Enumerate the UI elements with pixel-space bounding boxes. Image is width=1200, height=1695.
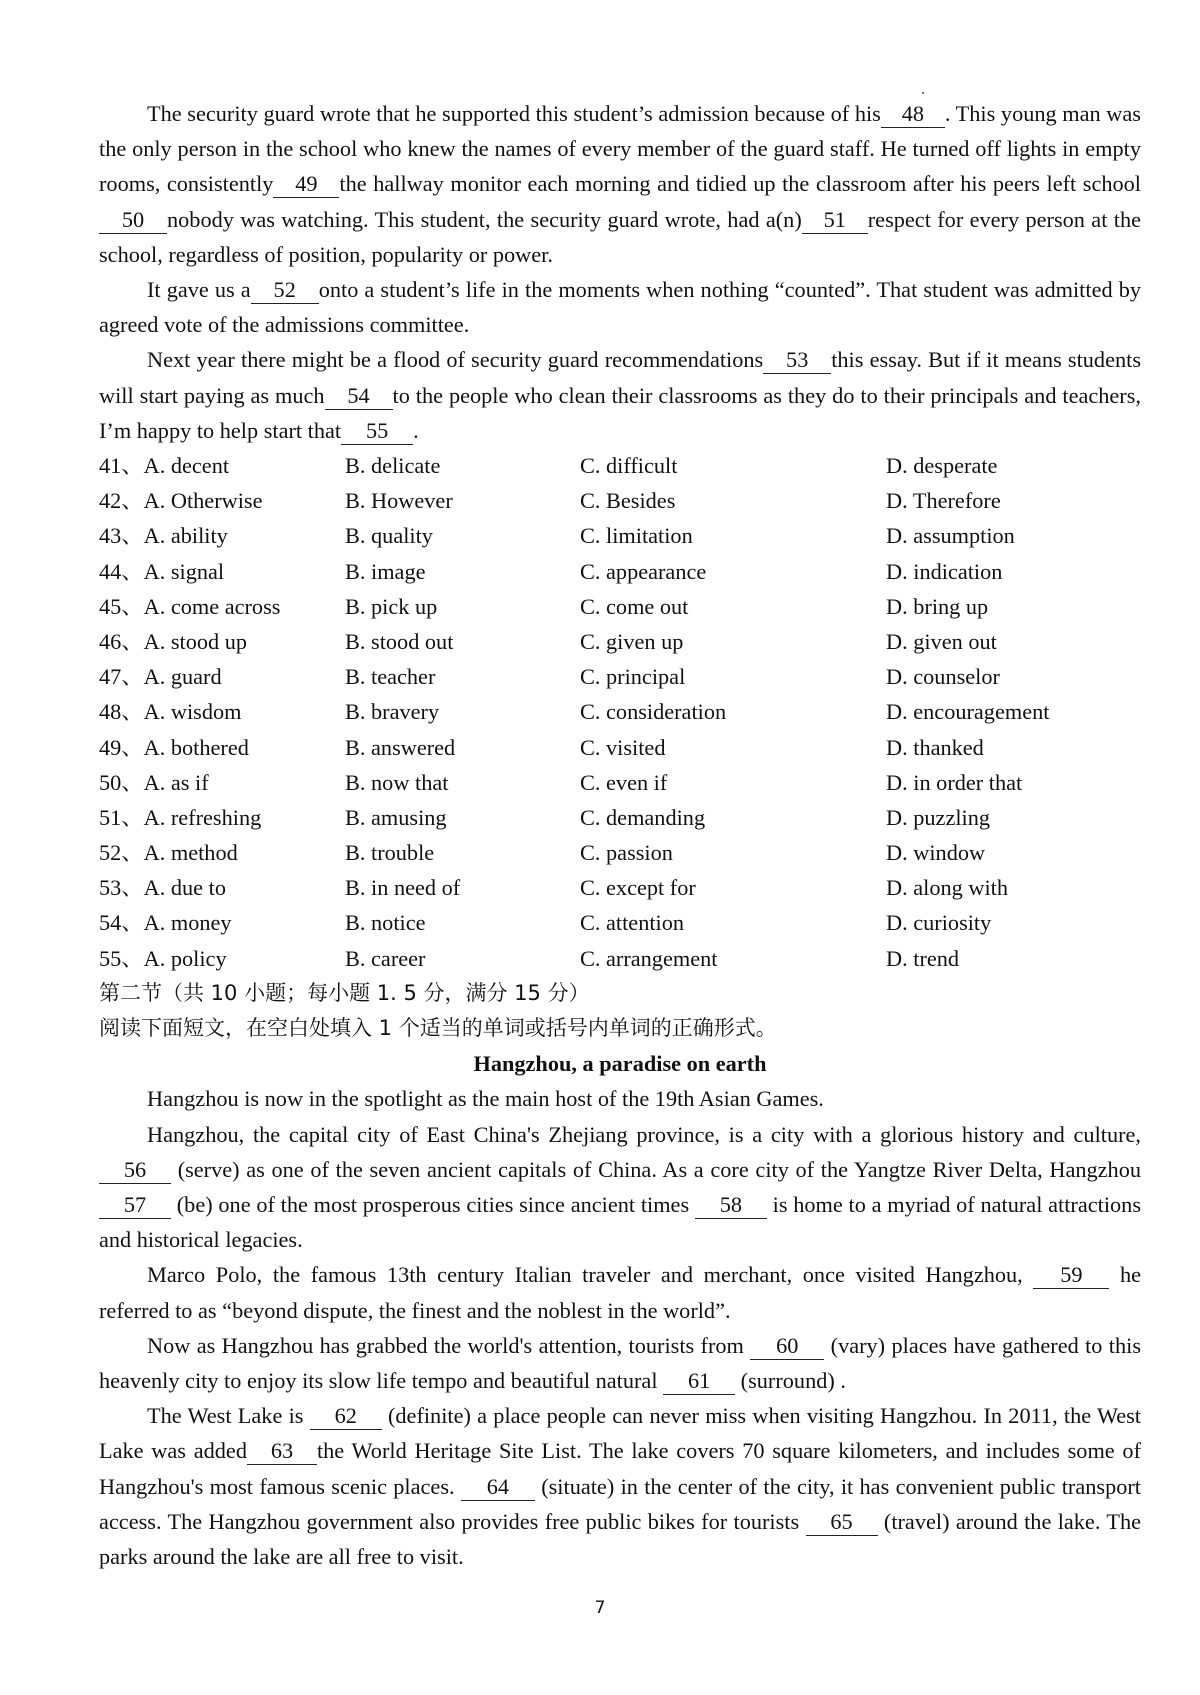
- option-b[interactable]: B. trouble: [345, 840, 435, 866]
- option-b[interactable]: B. delicate: [345, 453, 441, 479]
- option-row-43: [99, 518, 1141, 553]
- option-row-46: [99, 624, 1141, 659]
- text-segment: It gave us a: [147, 277, 251, 303]
- option-b[interactable]: B. now that: [345, 769, 449, 795]
- option-a[interactable]: 42、A. Otherwise: [99, 488, 263, 514]
- option-c[interactable]: C. demanding: [580, 804, 706, 830]
- text-segment: The West Lake is: [147, 1403, 304, 1429]
- answer-blank-65[interactable]: 65: [806, 1509, 878, 1536]
- option-c[interactable]: C. attention: [580, 910, 685, 936]
- option-b[interactable]: B. pick up: [345, 593, 438, 619]
- option-row-55: [99, 941, 1141, 976]
- option-b[interactable]: B. quality: [345, 523, 433, 549]
- option-c[interactable]: C. principal: [580, 664, 686, 690]
- text-segment: (vary) places have gathered to this heavenly city to enjoy its slow life tempo and beautiful natural: [99, 1332, 1142, 1394]
- option-c[interactable]: C. visited: [580, 734, 666, 760]
- option-b[interactable]: B. stood out: [345, 628, 454, 654]
- option-a[interactable]: 55、A. policy: [99, 945, 227, 971]
- answer-blank-57[interactable]: 57: [99, 1192, 171, 1219]
- option-c[interactable]: C. appearance: [580, 558, 707, 584]
- text-segment: is home to a myriad of natural attractions and historical legacies.: [99, 1192, 1141, 1253]
- option-b[interactable]: B. teacher: [345, 664, 436, 690]
- section2-instruction: 阅读下面短文，在空白处填入 1 个适当的单词或括号内单词的正确形式。: [99, 1016, 777, 1041]
- option-d[interactable]: D. thanked: [886, 734, 984, 760]
- option-d[interactable]: D. encouragement: [886, 699, 1050, 725]
- answer-blank-50[interactable]: 50: [99, 207, 167, 234]
- text-segment: (be) one of the most prosperous cities since ancient times: [176, 1192, 690, 1218]
- option-c[interactable]: C. passion: [580, 840, 673, 866]
- option-a[interactable]: 49、A. bothered: [99, 734, 249, 760]
- answer-blank-54[interactable]: 54: [325, 383, 393, 410]
- option-b[interactable]: B. in need of: [345, 875, 461, 901]
- option-c[interactable]: C. even if: [580, 769, 668, 795]
- text-segment: (situate) in the center of the city, it has convenient public transport access. The Hangzhou government also provides free public bikes for tourists: [99, 1473, 1141, 1534]
- option-d[interactable]: D. given out: [886, 628, 997, 654]
- answer-blank-61[interactable]: 61: [663, 1368, 735, 1395]
- text-segment: . This young man was the only person in the school who knew the names of every member of the guard staff. He turned off lights in empty rooms, consistently: [99, 101, 1141, 197]
- option-d[interactable]: D. Therefore: [886, 488, 1001, 514]
- option-c[interactable]: C. consideration: [580, 699, 727, 725]
- option-d[interactable]: D. along with: [886, 875, 1009, 901]
- passage2-paragraph-3: [99, 1257, 1141, 1327]
- answer-blank-53[interactable]: 53: [763, 347, 831, 374]
- passage1-paragraph-3: [99, 342, 1141, 448]
- option-b[interactable]: B. However: [345, 488, 453, 514]
- option-a[interactable]: 41、A. decent: [99, 453, 230, 479]
- option-d[interactable]: D. window: [886, 840, 986, 866]
- option-b[interactable]: B. amusing: [345, 804, 447, 830]
- option-row-50: [99, 765, 1141, 800]
- option-c[interactable]: C. given up: [580, 628, 684, 654]
- option-d[interactable]: D. indication: [886, 558, 1003, 584]
- answer-blank-55[interactable]: 55: [341, 418, 413, 445]
- answer-blank-49[interactable]: 49: [273, 171, 339, 198]
- option-c[interactable]: C. limitation: [580, 523, 693, 549]
- option-a[interactable]: 48、A. wisdom: [99, 699, 242, 725]
- answer-blank-60[interactable]: 60: [750, 1333, 824, 1360]
- option-row-42: [99, 483, 1141, 518]
- answer-blank-64[interactable]: 64: [461, 1474, 535, 1501]
- answer-blank-58[interactable]: 58: [695, 1192, 767, 1219]
- option-a[interactable]: 47、A. guard: [99, 664, 222, 690]
- text-segment: The security guard wrote that he supported this student’s admission because of his: [147, 101, 881, 126]
- exam-page: [99, 96, 1141, 1574]
- option-row-48: [99, 694, 1141, 729]
- option-row-54: [99, 905, 1141, 940]
- passage2-paragraph-4: [99, 1328, 1141, 1398]
- option-a[interactable]: 45、A. come across: [99, 593, 281, 619]
- option-b[interactable]: B. bravery: [345, 699, 440, 725]
- option-c[interactable]: C. come out: [580, 593, 689, 619]
- text-segment: this essay. But if it means students will start paying as much: [99, 347, 1141, 408]
- passage2-paragraph-5: [99, 1398, 1141, 1574]
- text-segment: respect for every person at the school, regardless of position, popularity or power.: [99, 206, 1141, 267]
- option-row-44: [99, 554, 1141, 589]
- option-c[interactable]: C. difficult: [580, 453, 678, 479]
- option-b[interactable]: B. notice: [345, 910, 426, 936]
- option-a[interactable]: 54、A. money: [99, 910, 232, 936]
- text-segment: Hangzhou, the capital city of East China's Zhejiang province, is a city with a glorious history and culture,: [147, 1121, 1141, 1147]
- option-a[interactable]: 51、A. refreshing: [99, 804, 262, 830]
- option-a[interactable]: 50、A. as if: [99, 769, 209, 795]
- answer-blank-62[interactable]: 62: [310, 1403, 382, 1430]
- option-row-52: [99, 835, 1141, 870]
- answer-blank-59[interactable]: 59: [1033, 1262, 1109, 1289]
- option-b[interactable]: B. answered: [345, 734, 456, 760]
- text-segment: the World Heritage Site List. The lake covers 70 square kilometers, and includes some of Hangzhou's most famous scenic places.: [99, 1438, 1141, 1499]
- text-segment: .: [413, 417, 419, 443]
- text-segment: (serve) as one of the seven ancient capitals of China. As a core city of the Yangtze River Delta, Hangzhou: [177, 1156, 1141, 1182]
- option-row-51: [99, 800, 1141, 835]
- text-segment: (surround) .: [740, 1368, 846, 1394]
- option-a[interactable]: 44、A. signal: [99, 558, 225, 584]
- option-c[interactable]: C. Besides: [580, 488, 676, 514]
- option-d[interactable]: D. counselor: [886, 664, 1000, 690]
- option-a[interactable]: 43、A. ability: [99, 523, 228, 549]
- answer-blank-63[interactable]: 63: [247, 1438, 317, 1465]
- answer-blank-52[interactable]: 52: [251, 277, 319, 304]
- section2-heading: 第二节（共 10 小题；每小题 1. 5 分，满分 15 分）: [99, 980, 590, 1005]
- option-b[interactable]: B. career: [345, 945, 426, 971]
- passage1-paragraph-1: [99, 96, 1141, 272]
- passage2-title: Hangzhou, a paradise on earth: [473, 1051, 767, 1077]
- text-segment: onto a student’s life in the moments when nothing “counted”. That student was admitted by agreed vote of the admissions committee.: [99, 277, 1142, 338]
- option-a[interactable]: 53、A. due to: [99, 875, 226, 901]
- passage2-paragraph-1: [99, 1081, 1141, 1116]
- option-d[interactable]: D. puzzling: [886, 804, 991, 830]
- text-segment: (definite) a place people can never miss when visiting Hangzhou. In 2011, the West Lake was added: [99, 1403, 1142, 1464]
- option-c[interactable]: C. except for: [580, 875, 696, 901]
- option-b[interactable]: B. image: [345, 558, 426, 584]
- option-a[interactable]: 52、A. method: [99, 840, 238, 866]
- option-row-53: [99, 870, 1141, 905]
- option-row-49: [99, 730, 1141, 765]
- option-d[interactable]: D. bring up: [886, 593, 989, 619]
- text-segment: the hallway monitor each morning and tidied up the classroom after his peers left school: [339, 171, 1141, 197]
- option-d[interactable]: D. desperate: [886, 453, 998, 479]
- text-segment: Next year there might be a flood of security guard recommendations: [147, 347, 764, 373]
- options-list: [99, 448, 1141, 976]
- page-number: 7: [594, 1598, 606, 1618]
- answer-blank-51[interactable]: 51: [802, 207, 868, 234]
- answer-blank-48[interactable]: 48: [881, 101, 945, 128]
- text-segment: (travel) around the lake. The parks around the lake are all free to visit.: [99, 1508, 1142, 1570]
- passage1-paragraph-2: [99, 272, 1141, 342]
- option-a[interactable]: 46、A. stood up: [99, 628, 248, 654]
- text-segment: he referred to as “beyond dispute, the finest and the noblest in the world”.: [99, 1262, 1141, 1323]
- text-segment: nobody was watching. This student, the security guard wrote, had a(n): [167, 206, 802, 232]
- option-c[interactable]: C. arrangement: [580, 945, 718, 971]
- text-segment: Now as Hangzhou has grabbed the world's attention, tourists from: [147, 1332, 744, 1358]
- option-d[interactable]: D. curiosity: [886, 910, 992, 936]
- text-segment: Marco Polo, the famous 13th century Italian traveler and merchant, once visited Hangzhou,: [147, 1262, 1023, 1288]
- option-row-41: [99, 448, 1141, 483]
- option-row-47: [99, 659, 1141, 694]
- option-d[interactable]: D. assumption: [886, 523, 1015, 549]
- text-segment: to the people who clean their classrooms as they do to their principals and teachers, I’m happy to help start that: [99, 382, 1141, 443]
- text-segment: Hangzhou is now in the spotlight as the main host of the 19th Asian Games.: [147, 1086, 824, 1112]
- scan-speck: [922, 92, 924, 94]
- option-d[interactable]: D. trend: [886, 945, 960, 971]
- option-d[interactable]: D. in order that: [886, 769, 1023, 795]
- passage2-paragraph-2: [99, 1117, 1141, 1258]
- answer-blank-56[interactable]: 56: [99, 1157, 171, 1184]
- option-row-45: [99, 589, 1141, 624]
